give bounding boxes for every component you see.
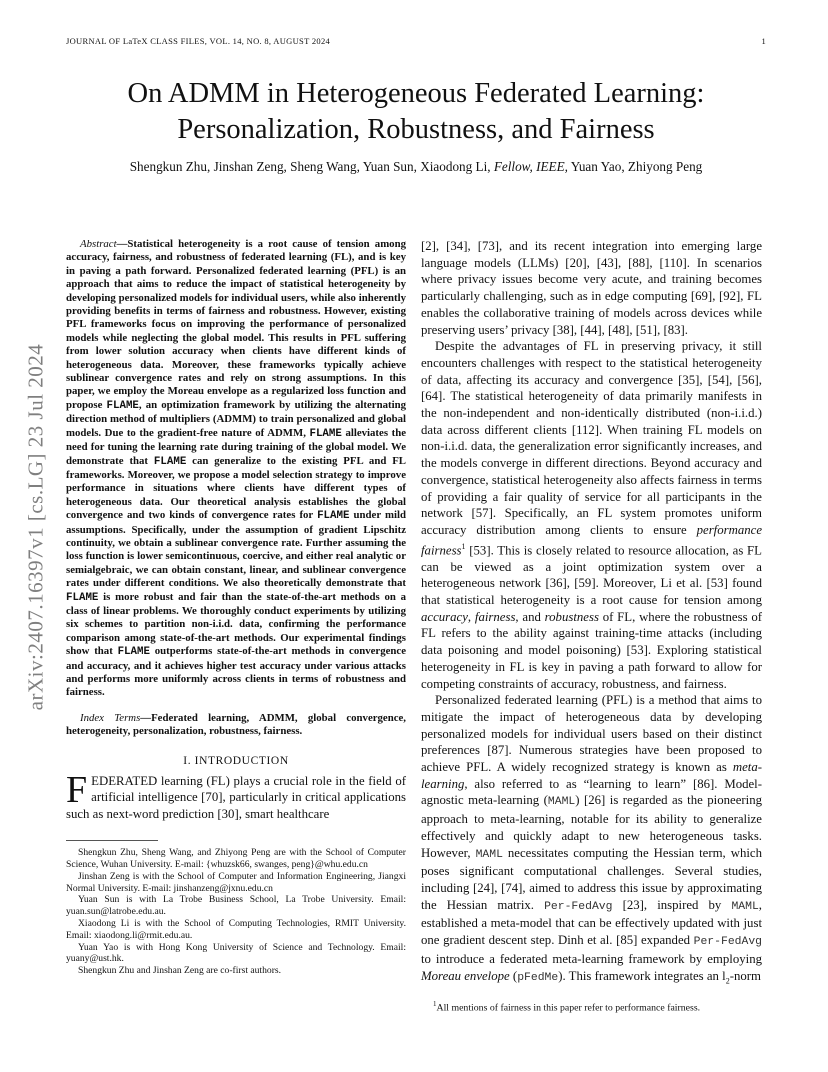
journal-header: JOURNAL OF LaTeX CLASS FILES, VOL. 14, NO. 8, AUGUST 2024 — [66, 36, 331, 46]
page-number: 1 — [761, 36, 766, 46]
body-paragraph: Personalized federated learning (PFL) is a method that aims to mitigate the impact of heterogeneous data by developing personalized models for individual users based on their distinct preferences [87]. Numerous strategies have been proposed to achieve PFL. A widely recognized strategy is known as meta-learning, also referred to as “learning to learn” [86]. Model-agnostic meta-learning (MAML) [26] is regarded as the pioneering approach to meta-learning, notable for its ability to generalize effectively and quickly adapt to new heterogeneous tasks. However, MAML necessitates computing the Hessian term, which poses significant computational challenges. Several studies, including [24], [74], aimed to address this issue by approximating the Hessian matrix. Per-FedAvg [23], inspired by MAML, established a meta-model that can be effectively updated with just one gradient descent step. Dinh et al. [85] expanded Per-FedAvg to introduce a federated meta-learning framework by employing Moreau envelope (pFedMe). This framework integrates an $l_2$-norm — [421, 693, 762, 986]
body-paragraph: [2], [34], [73], and its recent integration into emerging large language models (LLMs) [20], [43], [88], [110]. In scenarios where privacy issues become very acute, and training becomes particularly challenging, such as in edge computing [69], [92], FL enables the collaborative training of models across devices while preserving users’ privacy [38], [44], [48], [51], [83]. — [421, 239, 762, 337]
footnote-affiliation: Yuan Sun is with La Trobe Business School, La Trobe University. Email: yuan.sun@latrobe.edu.au. — [66, 894, 406, 918]
footnote-affiliation: Jinshan Zeng is with the School of Computer and Information Engineering, Jiangxi Normal University. E-mail: jinshanzeng@jxnu.edu.cn — [66, 870, 406, 894]
arxiv-id: arXiv:2407.16397v1 [cs.LG] 23 Jul 2024 — [23, 343, 48, 711]
footnote-fairness: $^1$All mentions of fairness in this paper refer to performance fairness. — [433, 1000, 701, 1014]
right-column — [421, 238, 762, 990]
section-heading: I. INTRODUCTION — [183, 754, 289, 767]
author-names-rest: Yuan Yao, Zhiyong Peng — [570, 159, 703, 174]
footnote-cofirst: Shengkun Zhu and Jinshan Zeng are co-first authors. — [78, 965, 282, 977]
footnote-rule — [66, 840, 158, 841]
footnote-affiliation: Shengkun Zhu, Sheng Wang, and Zhiyong Peng are with the School of Computer Science, Wuhan University. E-mail: {whuzsk66, swanges, peng}@whu.edu.cn — [66, 847, 406, 870]
author-fellow: Fellow, IEEE, — [493, 159, 568, 174]
intro-paragraph: FEDERATED learning (FL) plays a crucial role in the field of artificial intelligence [70], particularly in critical applications such as next-word prediction [30], smart healthcare — [66, 768, 406, 821]
left-column — [66, 238, 406, 977]
title-line-2: Personalization, Robustness, and Fairness — [177, 114, 655, 145]
index-terms: Index Terms—Federated learning, ADMM, global convergence, heterogeneity, personalization, robustness, fairness. — [66, 711, 407, 738]
index-terms-label: Index Terms — [80, 711, 141, 724]
body-paragraph: Despite the advantages of FL in preserving privacy, it still encounters challenges with respect to the statistical heterogeneity of data, affecting its accuracy and convergence [35], [54], [56], [64]. The statistical heterogeneity of data primarily manifests in the non-independent and non-identically distributed (non-i.i.d.) data across different clients [112]. When training FL models on non-i.i.d. data, the generalization error significantly increases, and the models converge in different directions. Beyond accuracy and convergence, statistical heterogeneity also affects fairness in terms of providing a fair quality of service for all participants in the network [57]. Specifically, an FL system promotes uniform accuracy distribution among clients to ensure performance fairness$^1$ [53]. This is closely related to resource allocation, as FL can be viewed as a joint optimization system over a heterogeneous network [36], [59]. Moreover, Li et al. [53] found that statistical heterogeneity is a root cause for tension among accuracy, fairness, and robustness of FL, where the robustness of FL refers to the ability against training-time attacks (including data poisoning and model poisoning) [53]. Exploring statistical heterogeneity in FL is key in paving a path forward to allow for competing constraints of accuracy, robustness, and fairness. — [421, 339, 762, 691]
drop-cap: F — [66, 768, 88, 811]
running-header — [66, 36, 766, 46]
abstract-label: Abstract — [80, 238, 117, 250]
footnote-affiliation: Xiaodong Li is with the School of Computing Technologies, RMIT University. Email: xiaodong.li@rmit.edu.au. — [66, 917, 406, 941]
author-list — [66, 159, 766, 175]
paper-title — [66, 76, 766, 148]
author-names: Shengkun Zhu, Jinshan Zeng, Sheng Wang, Yuan Sun, Xiaodong Li, — [129, 159, 491, 174]
title-line-1: On ADMM in Heterogeneous Federated Learning: — [127, 78, 705, 109]
footnote-affiliation: Yuan Yao is with Hong Kong University of Science and Technology. Email: yuany@ust.hk. — [66, 941, 406, 965]
footnote-mark: 1 — [461, 541, 466, 551]
arxiv-sidebar — [23, 297, 48, 757]
abstract: Abstract—Statistical heterogeneity is a root cause of tension among accuracy, fairness, and robustness of federated learning (FL), and is key in paving a path forward. Personalized federated learning (PFL) is an approach that aims to reduce the impact of statistical heterogeneity by developing personalized models for individual users, while also inherently providing benefits in terms of fairness and robustness. However, existing PFL frameworks focus on improving the performance of personalized models while neglecting the global model. This results in PFL suffering from lower solution accuracy when clients have different kinds of heterogeneous data. Moreover, these frameworks typically achieve sublinear convergence rates and rely on strong assumptions. In this paper, we employ the Moreau envelope as a regularized loss function and propose FLAME, an optimization framework by utilizing the alternating direction method of multipliers (ADMM) to train personalized and global models. Due to the gradient-free nature of ADMM, FLAME alleviates the need for tuning the learning rate during training of the global model. We demonstrate that FLAME can generalize to the existing PFL and FL frameworks. Moreover, we propose a model selection strategy to improve performance in situations where clients have different types of heterogeneous data. Our theoretical analysis establishes the global convergence and two kinds of convergence rates for FLAME under mild assumptions. Specifically, under the assumption of gradient Lipschitz continuity, we obtain a sublinear convergence rate. Further assuming the loss function is lower semicontinuous, coercive, and either real analytic or semialgebraic, we can obtain constant, linear, and sublinear convergence rates under different conditions. We also theoretically demonstrate that FLAME is more robust and fair than the state-of-the-art methods on a class of linear problems. We thoroughly conduct experiments by utilizing six schemes to partition non-i.i.d. data, confirming the performance comparison among state-of-the-art methods. Our experimental findings show that FLAME outperforms state-of-the-art methods in convergence and accuracy, and it achieves higher test accuracy under various attacks and performs more uniformly across clients in terms of robustness and fairness. — [66, 238, 407, 699]
footnote-mark: 1 — [433, 1000, 437, 1008]
